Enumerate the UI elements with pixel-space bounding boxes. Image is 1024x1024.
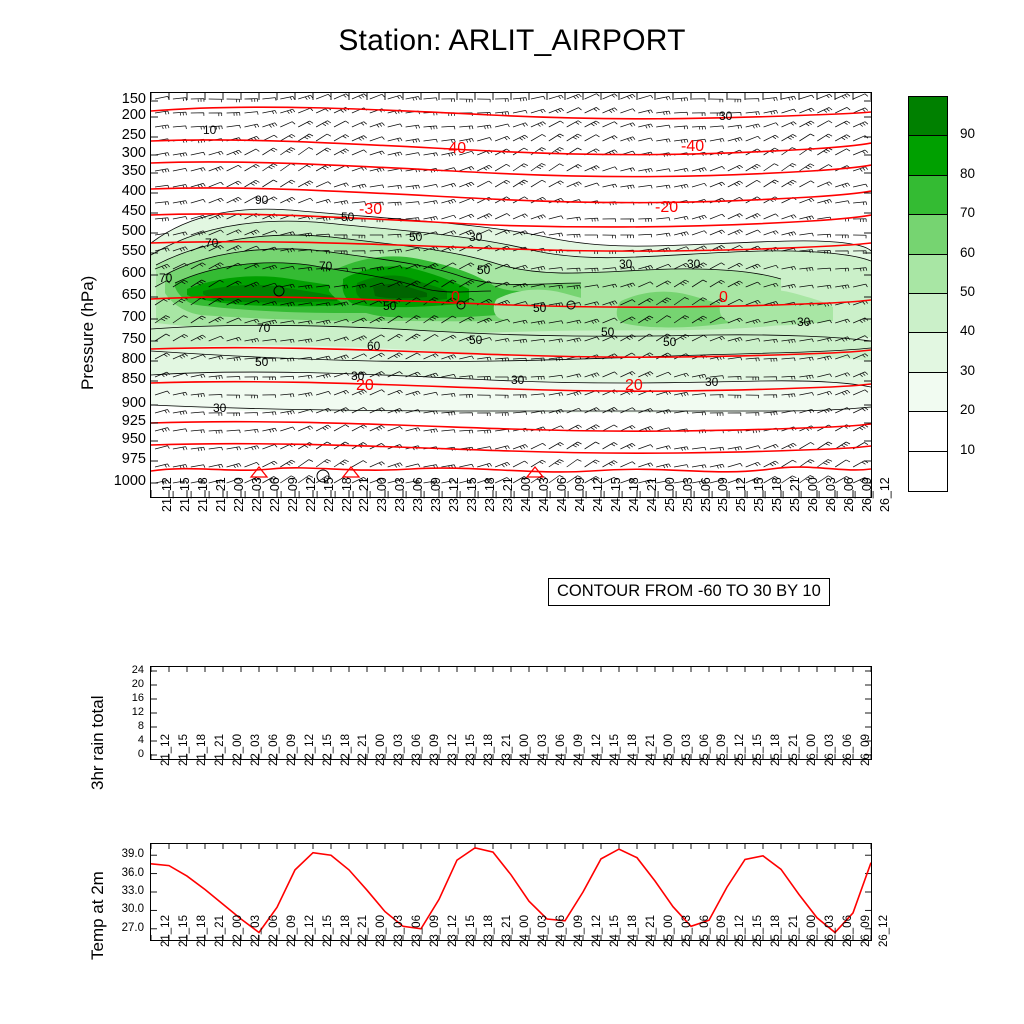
rh-label-30-d: 30 bbox=[687, 257, 701, 271]
colorbar-label-50: 50 bbox=[960, 284, 976, 299]
contour-label-20-b: 20 bbox=[625, 377, 643, 394]
time-tick-24_21: 24_21 bbox=[644, 734, 657, 766]
time-tick-24_12: 24_12 bbox=[590, 477, 605, 512]
time-tick-22_12: 22_12 bbox=[303, 734, 316, 766]
time-tick-24_03: 24_03 bbox=[536, 915, 549, 947]
time-tick-23_06: 23_06 bbox=[411, 734, 424, 766]
pressure-tick-300: 300 bbox=[121, 145, 146, 161]
time-tick-23_09: 23_09 bbox=[429, 734, 442, 766]
temp-tick-39: 39.0 bbox=[121, 848, 144, 861]
time-tick-26_00: 26_00 bbox=[806, 734, 819, 766]
rh-label-30-j: 30 bbox=[797, 315, 811, 329]
time-tick-26_09: 26_09 bbox=[860, 734, 873, 766]
time-tick-24_15: 24_15 bbox=[608, 477, 623, 512]
temp-tick-33: 33.0 bbox=[121, 885, 144, 897]
time-tick-22_09: 22_09 bbox=[285, 477, 300, 512]
time-tick-23_03: 23_03 bbox=[393, 477, 408, 512]
time-tick-22_03: 22_03 bbox=[249, 734, 262, 766]
rain-tick-0: 0 bbox=[137, 748, 144, 760]
temp-tick-30: 30.0 bbox=[121, 903, 144, 916]
rh-label-70-c: 70 bbox=[159, 271, 173, 285]
time-tick-23_12: 23_12 bbox=[447, 734, 460, 766]
time-tick-25_00: 25_00 bbox=[662, 734, 675, 766]
contour-label-minus20: -20 bbox=[655, 199, 679, 216]
time-tick-24_18: 24_18 bbox=[626, 477, 641, 512]
time-tick-22_18: 22_18 bbox=[339, 477, 354, 512]
colorbar-label-20: 20 bbox=[960, 402, 976, 418]
pressure-tick-700: 700 bbox=[121, 309, 146, 325]
rh-label-50-d: 50 bbox=[469, 333, 483, 347]
time-tick-22_15: 22_15 bbox=[321, 915, 334, 947]
time-tick-24_00: 24_00 bbox=[519, 477, 533, 512]
pressure-tick-550: 550 bbox=[121, 243, 146, 259]
colorbar-cell-5 bbox=[909, 294, 947, 333]
time-tick-23_15: 23_15 bbox=[465, 477, 480, 512]
time-tick-22_00: 22_00 bbox=[231, 477, 246, 512]
time-tick-21_21: 21_21 bbox=[213, 734, 226, 766]
time-tick-23_09: 23_09 bbox=[429, 477, 444, 512]
time-tick-labels-temp bbox=[150, 915, 890, 1017]
time-tick-25_21: 25_21 bbox=[788, 915, 801, 947]
time-tick-25_09: 25_09 bbox=[716, 734, 729, 766]
time-tick-24_09: 24_09 bbox=[572, 477, 587, 512]
rh-label-50-h: 50 bbox=[383, 299, 397, 313]
colorbar-label-30: 30 bbox=[960, 362, 976, 378]
colorbar-cell-8 bbox=[909, 412, 947, 451]
time-tick-24_03: 24_03 bbox=[536, 477, 551, 512]
pressure-tick-925: 925 bbox=[121, 413, 146, 429]
rh-label-50-f: 50 bbox=[663, 335, 677, 349]
colorbar-cell-2 bbox=[909, 176, 947, 215]
pressure-tick-850: 850 bbox=[121, 371, 146, 387]
time-tick-25_12: 25_12 bbox=[734, 477, 749, 512]
time-tick-22_00: 22_00 bbox=[231, 734, 244, 766]
time-tick-25_06: 25_06 bbox=[698, 915, 711, 947]
time-tick-21_15: 21_15 bbox=[177, 915, 190, 947]
time-tick-23_21: 23_21 bbox=[501, 915, 514, 947]
pressure-tick-800: 800 bbox=[121, 351, 146, 367]
time-tick-23_09: 23_09 bbox=[429, 915, 442, 947]
time-tick-25_18: 25_18 bbox=[770, 734, 783, 766]
time-tick-25_06: 25_06 bbox=[698, 477, 713, 512]
rh-label-50: 50 bbox=[341, 210, 355, 224]
colorbar-cell-1 bbox=[909, 136, 947, 175]
temp-tick-27: 27.0 bbox=[121, 921, 144, 934]
time-tick-25_09: 25_09 bbox=[716, 915, 729, 947]
rain-tick-labels bbox=[104, 666, 144, 760]
rain-tick-20: 20 bbox=[131, 678, 144, 690]
time-tick-26_03: 26_03 bbox=[824, 915, 837, 947]
pressure-tick-650: 650 bbox=[121, 287, 146, 303]
time-tick-22_03: 22_03 bbox=[249, 915, 262, 947]
time-tick-24_18: 24_18 bbox=[626, 915, 639, 947]
time-tick-23_00: 23_00 bbox=[375, 477, 390, 512]
rh-label-60: 60 bbox=[367, 339, 381, 353]
colorbar-cell-6 bbox=[909, 333, 947, 372]
time-tick-23_12: 23_12 bbox=[447, 477, 462, 512]
pressure-tick-150: 150 bbox=[121, 91, 146, 107]
time-tick-23_15: 23_15 bbox=[465, 915, 478, 947]
time-tick-24_15: 24_15 bbox=[608, 734, 621, 766]
rh-label-30-c: 30 bbox=[619, 257, 633, 271]
time-tick-23_21: 23_21 bbox=[501, 477, 516, 512]
time-tick-24_15: 24_15 bbox=[608, 915, 621, 947]
time-tick-22_21: 22_21 bbox=[357, 734, 370, 766]
rain-axis-label: 3hr rain total bbox=[88, 695, 107, 790]
temp-tick-36: 36.0 bbox=[121, 866, 144, 879]
time-tick-22_06: 22_06 bbox=[267, 477, 282, 512]
time-tick-22_18: 22_18 bbox=[339, 734, 352, 766]
pressure-tick-450: 450 bbox=[121, 203, 146, 219]
time-tick-26_06: 26_06 bbox=[842, 915, 855, 947]
time-tick-23_03: 23_03 bbox=[393, 915, 406, 947]
time-tick-23_21: 23_21 bbox=[501, 734, 514, 766]
time-tick-26_03: 26_03 bbox=[824, 734, 837, 766]
time-tick-26_06: 26_06 bbox=[842, 477, 857, 512]
time-tick-25_00: 25_00 bbox=[662, 477, 677, 512]
pressure-tick-500: 500 bbox=[121, 223, 146, 239]
rh-label-50-e: 50 bbox=[601, 325, 615, 339]
time-tick-21_18: 21_18 bbox=[195, 477, 210, 512]
time-tick-24_06: 24_06 bbox=[554, 477, 569, 512]
rh-label-70: 70 bbox=[205, 236, 219, 250]
contour-label-20: 20 bbox=[356, 377, 374, 394]
time-tick-25_12: 25_12 bbox=[734, 915, 747, 947]
temp-tick-labels bbox=[98, 843, 144, 941]
colorbar-label-60: 60 bbox=[960, 244, 976, 260]
time-tick-21_18: 21_18 bbox=[195, 734, 208, 766]
time-tick-25_06: 25_06 bbox=[698, 734, 711, 766]
rh-label-50-g: 50 bbox=[533, 301, 547, 315]
time-tick-25_15: 25_15 bbox=[752, 477, 767, 512]
contour-label-minus40-b: -40 bbox=[681, 138, 705, 155]
humidity-colorbar bbox=[908, 96, 948, 492]
time-tick-24_00: 24_00 bbox=[519, 915, 531, 947]
rain-tick-12: 12 bbox=[131, 706, 144, 718]
pressure-tick-900: 900 bbox=[121, 395, 146, 411]
rain-tick-24: 24 bbox=[131, 664, 144, 676]
time-tick-25_15: 25_15 bbox=[752, 915, 765, 947]
contour-label-zero: 0 bbox=[451, 289, 460, 306]
pressure-tick-400: 400 bbox=[121, 183, 146, 199]
time-tick-21_15: 21_15 bbox=[177, 477, 192, 512]
time-tick-22_09: 22_09 bbox=[285, 915, 298, 947]
time-tick-21_21: 21_21 bbox=[213, 477, 228, 512]
time-tick-24_09: 24_09 bbox=[572, 734, 585, 766]
time-tick-21_21: 21_21 bbox=[213, 915, 226, 947]
time-tick-21_12: 21_12 bbox=[160, 915, 172, 947]
time-tick-26_12: 26_12 bbox=[878, 477, 892, 512]
pressure-axis-label: Pressure (hPa) bbox=[78, 275, 97, 390]
rh-label-10: 10 bbox=[203, 123, 217, 137]
contour-label-zero-b: 0 bbox=[719, 289, 728, 306]
rh-label-30-i: 30 bbox=[213, 401, 227, 415]
colorbar-label-40: 40 bbox=[960, 323, 976, 339]
time-tick-22_06: 22_06 bbox=[267, 734, 280, 766]
time-tick-22_03: 22_03 bbox=[249, 477, 264, 512]
time-tick-labels-rain bbox=[150, 734, 873, 836]
time-tick-22_21: 22_21 bbox=[357, 915, 370, 947]
time-tick-25_21: 25_21 bbox=[788, 477, 803, 512]
rh-label-30-h: 30 bbox=[705, 375, 719, 389]
rh-label-50-c: 50 bbox=[477, 263, 491, 277]
time-tick-22_15: 22_15 bbox=[321, 734, 334, 766]
time-tick-26_03: 26_03 bbox=[824, 477, 839, 512]
rh-label-30-top: 30 bbox=[719, 109, 733, 123]
time-tick-24_21: 24_21 bbox=[644, 915, 657, 947]
rh-label-50-b: 50 bbox=[409, 230, 423, 244]
time-tick-25_18: 25_18 bbox=[770, 477, 785, 512]
rh-label-70-d: 70 bbox=[257, 321, 271, 335]
time-tick-25_09: 25_09 bbox=[716, 477, 731, 512]
time-tick-23_00: 23_00 bbox=[375, 734, 388, 766]
rain-tick-4: 4 bbox=[137, 734, 144, 746]
pressure-tick-labels bbox=[96, 92, 146, 498]
time-tick-23_06: 23_06 bbox=[411, 477, 426, 512]
time-tick-22_12: 22_12 bbox=[303, 477, 318, 512]
time-tick-25_12: 25_12 bbox=[734, 734, 747, 766]
pressure-tick-200: 200 bbox=[121, 107, 146, 123]
contour-caption: CONTOUR FROM -60 TO 30 BY 10 bbox=[548, 578, 830, 606]
time-tick-25_18: 25_18 bbox=[770, 915, 783, 947]
time-tick-22_06: 22_06 bbox=[267, 915, 280, 947]
colorbar-cell-0 bbox=[909, 97, 947, 136]
rh-label-90: 90 bbox=[255, 193, 269, 207]
pressure-tick-600: 600 bbox=[121, 265, 146, 281]
colorbar-cell-7 bbox=[909, 373, 947, 412]
rh-label-30-e: 50 bbox=[255, 355, 269, 369]
temp-axis-label: Temp at 2m bbox=[88, 871, 107, 960]
rain-tick-16: 16 bbox=[131, 692, 144, 704]
colorbar-cell-9 bbox=[909, 452, 947, 491]
colorbar-label-90: 90 bbox=[960, 126, 976, 142]
time-tick-23_18: 23_18 bbox=[483, 734, 496, 766]
rh-label-30-b: 30 bbox=[469, 230, 483, 244]
pressure-tick-250: 250 bbox=[121, 127, 146, 143]
time-tick-25_15: 25_15 bbox=[752, 734, 765, 766]
time-tick-21_12: 21_12 bbox=[160, 477, 174, 512]
time-tick-23_00: 23_00 bbox=[375, 915, 388, 947]
time-tick-21_18: 21_18 bbox=[195, 915, 208, 947]
time-tick-24_00: 24_00 bbox=[519, 734, 531, 766]
time-tick-labels-main bbox=[150, 477, 892, 582]
pressure-tick-975: 975 bbox=[121, 451, 146, 467]
contour-label-minus40: -40 bbox=[443, 140, 467, 157]
cross-section-panel bbox=[150, 92, 872, 498]
time-tick-22_21: 22_21 bbox=[357, 477, 372, 512]
time-tick-26_09: 26_09 bbox=[860, 915, 873, 947]
time-tick-23_03: 23_03 bbox=[393, 734, 406, 766]
colorbar-labels bbox=[954, 96, 1000, 492]
time-tick-23_12: 23_12 bbox=[447, 915, 460, 947]
time-tick-26_00: 26_00 bbox=[806, 477, 821, 512]
rh-label-30-g: 30 bbox=[511, 373, 525, 387]
colorbar-cell-3 bbox=[909, 215, 947, 254]
time-tick-24_09: 24_09 bbox=[572, 915, 585, 947]
time-tick-21_15: 21_15 bbox=[177, 734, 190, 766]
time-tick-22_12: 22_12 bbox=[303, 915, 316, 947]
time-tick-25_21: 25_21 bbox=[788, 734, 801, 766]
cross-section-plot bbox=[151, 93, 871, 497]
time-tick-26_00: 26_00 bbox=[806, 915, 819, 947]
time-tick-22_18: 22_18 bbox=[339, 915, 352, 947]
pressure-tick-950: 950 bbox=[121, 431, 146, 447]
colorbar-cell-4 bbox=[909, 255, 947, 294]
time-tick-22_15: 22_15 bbox=[321, 477, 336, 512]
time-tick-25_03: 25_03 bbox=[680, 477, 695, 512]
colorbar-label-10: 10 bbox=[960, 441, 976, 457]
time-tick-25_03: 25_03 bbox=[680, 734, 693, 766]
time-tick-21_12: 21_12 bbox=[160, 734, 172, 766]
time-tick-26_12: 26_12 bbox=[878, 915, 890, 947]
time-tick-26_06: 26_06 bbox=[842, 734, 855, 766]
time-tick-23_18: 23_18 bbox=[483, 477, 498, 512]
rh-label-70-b: 70 bbox=[319, 259, 333, 273]
time-tick-24_18: 24_18 bbox=[626, 734, 639, 766]
contour-label-minus30: -30 bbox=[359, 201, 383, 218]
time-tick-23_18: 23_18 bbox=[483, 915, 496, 947]
rh-label-30-f: 30 bbox=[351, 369, 365, 383]
time-tick-25_03: 25_03 bbox=[680, 915, 693, 947]
time-tick-24_12: 24_12 bbox=[590, 734, 603, 766]
time-tick-24_06: 24_06 bbox=[554, 915, 567, 947]
time-tick-26_09: 26_09 bbox=[860, 477, 875, 512]
time-tick-25_00: 25_00 bbox=[662, 915, 675, 947]
time-tick-24_03: 24_03 bbox=[536, 734, 549, 766]
time-tick-23_06: 23_06 bbox=[411, 915, 424, 947]
time-tick-22_09: 22_09 bbox=[285, 734, 298, 766]
rain-tick-8: 8 bbox=[137, 720, 144, 732]
time-tick-23_15: 23_15 bbox=[465, 734, 478, 766]
pressure-tick-350: 350 bbox=[121, 163, 146, 179]
colorbar-label-70: 70 bbox=[960, 205, 976, 221]
pressure-tick-1000: 1000 bbox=[113, 473, 146, 489]
page-title: Station: ARLIT_AIRPORT bbox=[338, 24, 686, 57]
time-tick-22_00: 22_00 bbox=[231, 915, 244, 947]
time-tick-24_06: 24_06 bbox=[554, 734, 567, 766]
colorbar-label-80: 80 bbox=[960, 165, 976, 181]
time-tick-24_12: 24_12 bbox=[590, 915, 603, 947]
pressure-tick-750: 750 bbox=[121, 331, 146, 347]
time-tick-24_21: 24_21 bbox=[644, 477, 659, 512]
